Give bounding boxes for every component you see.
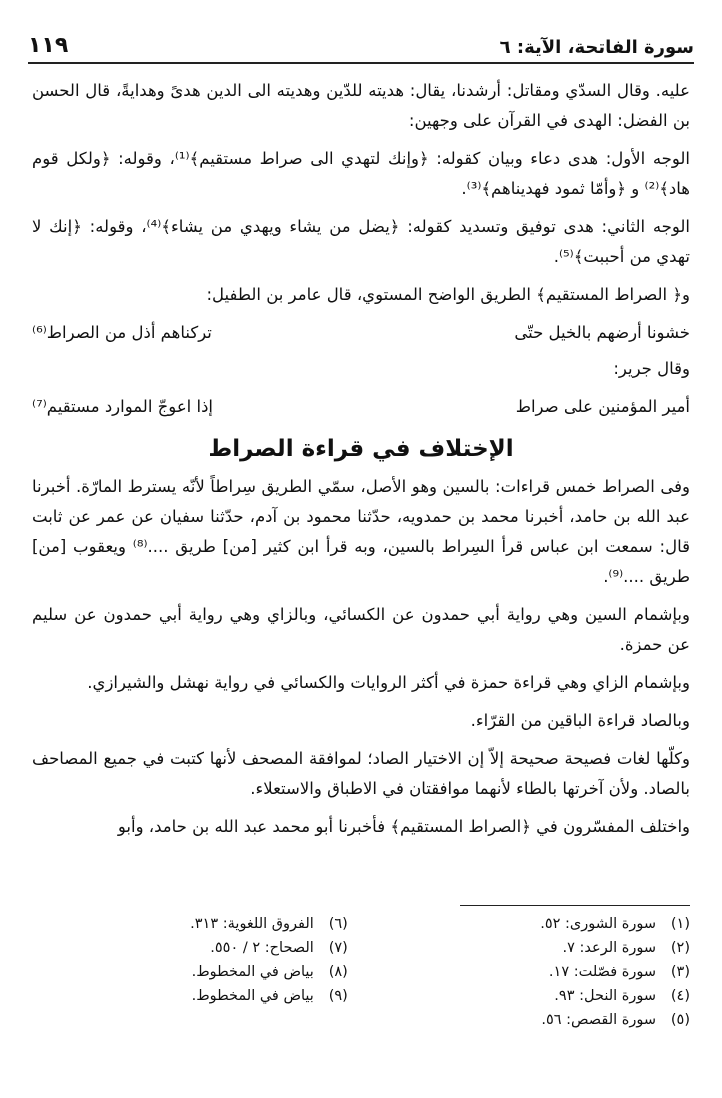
paragraph: واختلف المفسّرون في ﴿الصراط المستقيم﴾ فأخبرنا أبو محمد عبد الله بن حامد، وأبو [117,817,690,836]
footnote [374,1008,690,1032]
footnotes-column-right [374,912,690,1032]
footnote-number: (١) [670,916,690,932]
verse-hemistich-second: تركناهم أذل من الصراط⁽⁶⁾ [32,323,212,342]
paragraph: وبإشمام الزاي وهي قراءة حمزة في أكثر الروايات والكسائي في رواية نهشل والشيرازي. [87,673,690,692]
paragraph: وفى الصراط خمس قراءات: بالسين وهو الأصل، سمّي الطريق سِراطاً لأنّه يسترط المارّة. أخبرنا عبد الله بن حامد، أخبرنا محمد بن حمدويه، حدّثنا محمود بن آدم، حدّثنا سفيان عن عمر عن ثابت قال: سمعت ابن عباس قرأ السِراط بالسين، وبه قرأ ابن كثير [من] طريق ....⁽⁸⁾ ويعقوب [من] طريق ....⁽⁹⁾. [32,477,690,586]
page-header [28,28,694,64]
footnote [92,936,348,960]
footnote-text: سورة فصّلت: ١٧. [548,964,656,980]
poem-verse [32,392,690,422]
footnote-number: (٨) [328,964,348,980]
paragraph: وبالصاد قراءة الباقين من القرّاء. [470,711,690,730]
page-number: ١١٩ [28,33,69,58]
footnote-number: (٤) [670,988,690,1004]
paragraph: عليه. وقال السدّي ومقاتل: أرشدنا، يقال: هديته للدّين وهديته الى الدين هدىً وهدايةً، قال الحسن بن الفضل: الهدى في القرآن على وجهين: [32,81,690,130]
footnote-text: بياض في المخطوط. [191,964,314,980]
footnote [92,912,348,936]
paragraph: الوجه الأول: هدى دعاء وبيان كقوله: ﴿وإنك لتهدي الى صراط مستقيم﴾⁽¹⁾، وقوله: ﴿ولكل قوم هاد﴾⁽²⁾ و ﴿وأمّا ثمود فهديناهم﴾⁽³⁾. [32,149,691,198]
footnote [374,960,690,984]
footnote-number: (٩) [328,988,348,1004]
footnote-number: (٢) [670,940,690,956]
verse-hemistich-first: خشونا أرضهم بالخيل حتّى [514,323,690,342]
footnotes [32,912,690,1032]
footnote-text: الصحاح: ٢ / ٥٥٠. [210,940,314,956]
footnote [374,936,690,960]
paragraph: و﴿ الصراط المستقيم﴾ الطريق الواضح المستوي، قال عامر بن الطفيل: [206,285,690,304]
section-title: الإختلاف في قراءة الصراط [208,436,514,462]
footnote-text: بياض في المخطوط. [191,988,314,1004]
footnote [92,984,348,1008]
paragraph: وبإشمام السين وهي رواية أبي حمدون عن الكسائي، وبالزاي وهي رواية أبي حمدون عن سليم عن حمزة. [32,605,690,654]
paragraph: الوجه الثاني: هدى توفيق وتسديد كقوله: ﴿يضل من يشاء ويهدي من يشاء﴾⁽⁴⁾، وقوله: ﴿إنك لا تهدي من أحببت﴾⁽⁵⁾. [32,217,690,266]
footnote [92,960,348,984]
footnote-number: (٧) [328,940,348,956]
footnote-text: سورة الشورى: ٥٢. [540,916,656,932]
footnote-text: سورة القصص: ٥٦. [541,1012,656,1028]
page-body [32,76,690,850]
running-title: سورة الفاتحة، الآية: ٦ [499,37,694,58]
footnotes-column-left [32,912,348,1032]
footnote-number: (٦) [328,916,348,932]
poem-verse [32,318,690,348]
footnote [374,912,690,936]
paragraph: وقال جرير: [613,359,690,378]
footnote-number: (٣) [670,964,690,980]
footnote-text: سورة الرعد: ٧. [562,940,656,956]
paragraph: وكلّها لغات فصيحة صحيحة إلاّ إن الاختيار الصاد؛ لموافقة المصحف لأنها كتبت في جميع المصاحف بالصاد. ولأن آخرتها بالطاء لأنهما موافقتان في الاطباق والاستعلاء. [32,749,690,798]
verse-hemistich-second: إذا اعوجّ الموارد مستقيم⁽⁷⁾ [32,397,214,416]
footnote-text: الفروق اللغوية: ٣١٣. [190,916,314,932]
verse-hemistich-first: أمير المؤمنين على صراط [515,397,690,416]
footnote-text: سورة النحل: ٩٣. [554,988,656,1004]
footnote-divider [460,905,690,906]
footnote-number: (٥) [670,1012,690,1028]
footnote [374,984,690,1008]
